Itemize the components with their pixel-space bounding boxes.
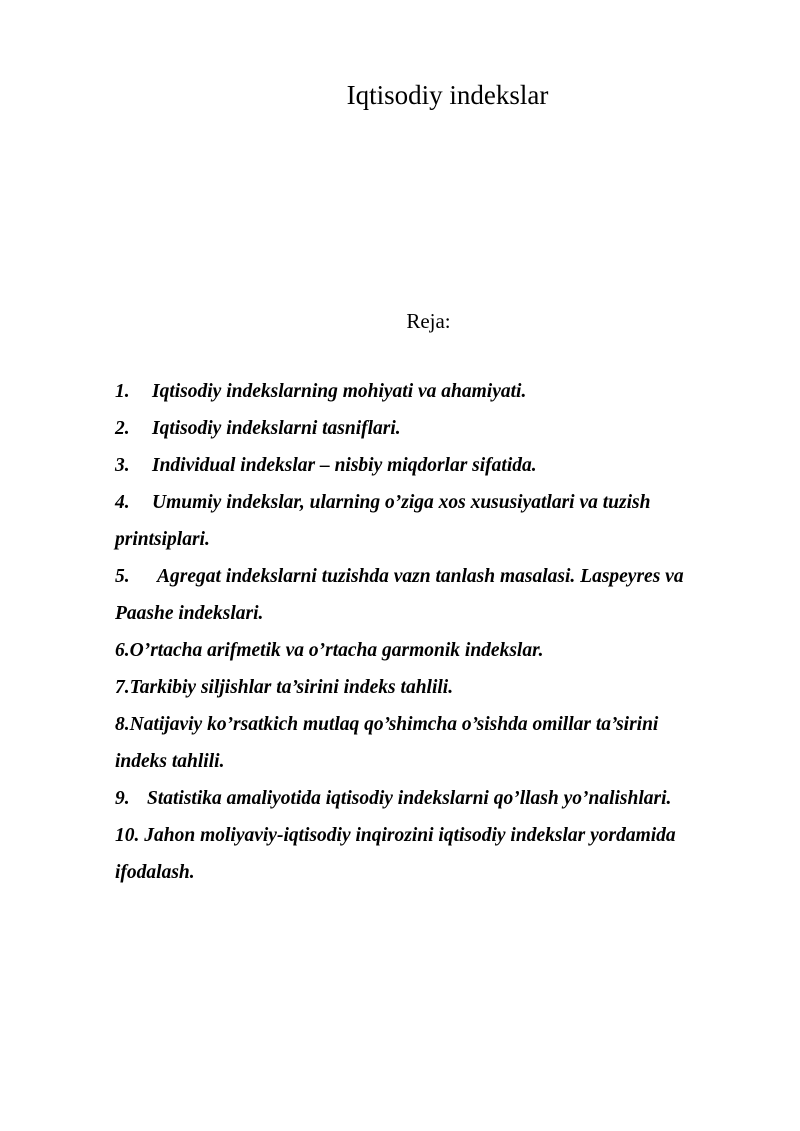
- plan-item-continuation: ifodalash.: [115, 862, 195, 883]
- plan-item-number: 4.: [115, 492, 130, 513]
- plan-item-line: [115, 706, 745, 743]
- plan-item-continuation: printsiplari.: [115, 529, 210, 550]
- plan-item-continuation: indeks tahlili.: [115, 751, 225, 772]
- plan-item-number: 1.: [115, 381, 130, 402]
- plan-item-line: [115, 817, 745, 854]
- plan-item-number: 3.: [115, 455, 130, 476]
- plan-item-number: 9.: [115, 788, 130, 809]
- plan-item-8: [115, 706, 745, 780]
- plan-item-number: 5.: [115, 566, 130, 587]
- plan-item-3: [115, 447, 745, 484]
- plan-item-text: Agregat indekslarni tuzishda vazn tanlash masalasi. Laspeyres va: [157, 566, 684, 587]
- plan-item-line: [115, 484, 745, 521]
- plan-item-10: [115, 817, 745, 891]
- plan-item-line: [115, 558, 745, 595]
- plan-item-number: 6.: [115, 640, 130, 661]
- plan-item-5: [115, 558, 745, 632]
- plan-item-continuation: Paashe indekslari.: [115, 603, 264, 624]
- plan-list: [115, 373, 745, 891]
- plan-item-number: 7.: [115, 677, 130, 698]
- plan-item-text: Tarkibiy siljishlar ta’sirini indeks tahlili.: [129, 677, 454, 698]
- plan-item-text: Umumiy indekslar, ularning o’ziga xos xususiyatlari va tuzish: [152, 492, 651, 513]
- plan-item-1: [115, 373, 745, 410]
- plan-item-2: [115, 410, 745, 447]
- document-title: Iqtisodiy indekslar: [346, 80, 549, 110]
- plan-item-4: [115, 484, 745, 558]
- plan-heading: Reja:: [406, 309, 451, 333]
- plan-item-text: Jahon moliyaviy-iqtisodiy inqirozini iqtisodiy indekslar yordamida: [144, 825, 676, 846]
- plan-item-text: Iqtisodiy indekslarni tasniflari.: [152, 418, 401, 439]
- plan-item-number: 8.: [115, 714, 130, 735]
- plan-item-number: 2.: [115, 418, 130, 439]
- plan-item-7: [115, 669, 745, 706]
- plan-item-text: Statistika amaliyotida iqtisodiy indekslarni qo’llash yo’nalishlari.: [147, 788, 672, 809]
- plan-item-text: Iqtisodiy indekslarning mohiyati va ahamiyati.: [152, 381, 527, 402]
- plan-item-number: 10.: [115, 825, 140, 846]
- plan-item-text: O’rtacha arifmetik va o’rtacha garmonik indekslar.: [129, 640, 544, 661]
- plan-item-9: [115, 780, 745, 817]
- plan-item-text: Natijaviy ko’rsatkich mutlaq qo’shimcha o’sishda omillar ta’sirini: [129, 714, 659, 735]
- plan-item-text: Individual indekslar – nisbiy miqdorlar sifatida.: [152, 455, 537, 476]
- plan-item-6: [115, 632, 745, 669]
